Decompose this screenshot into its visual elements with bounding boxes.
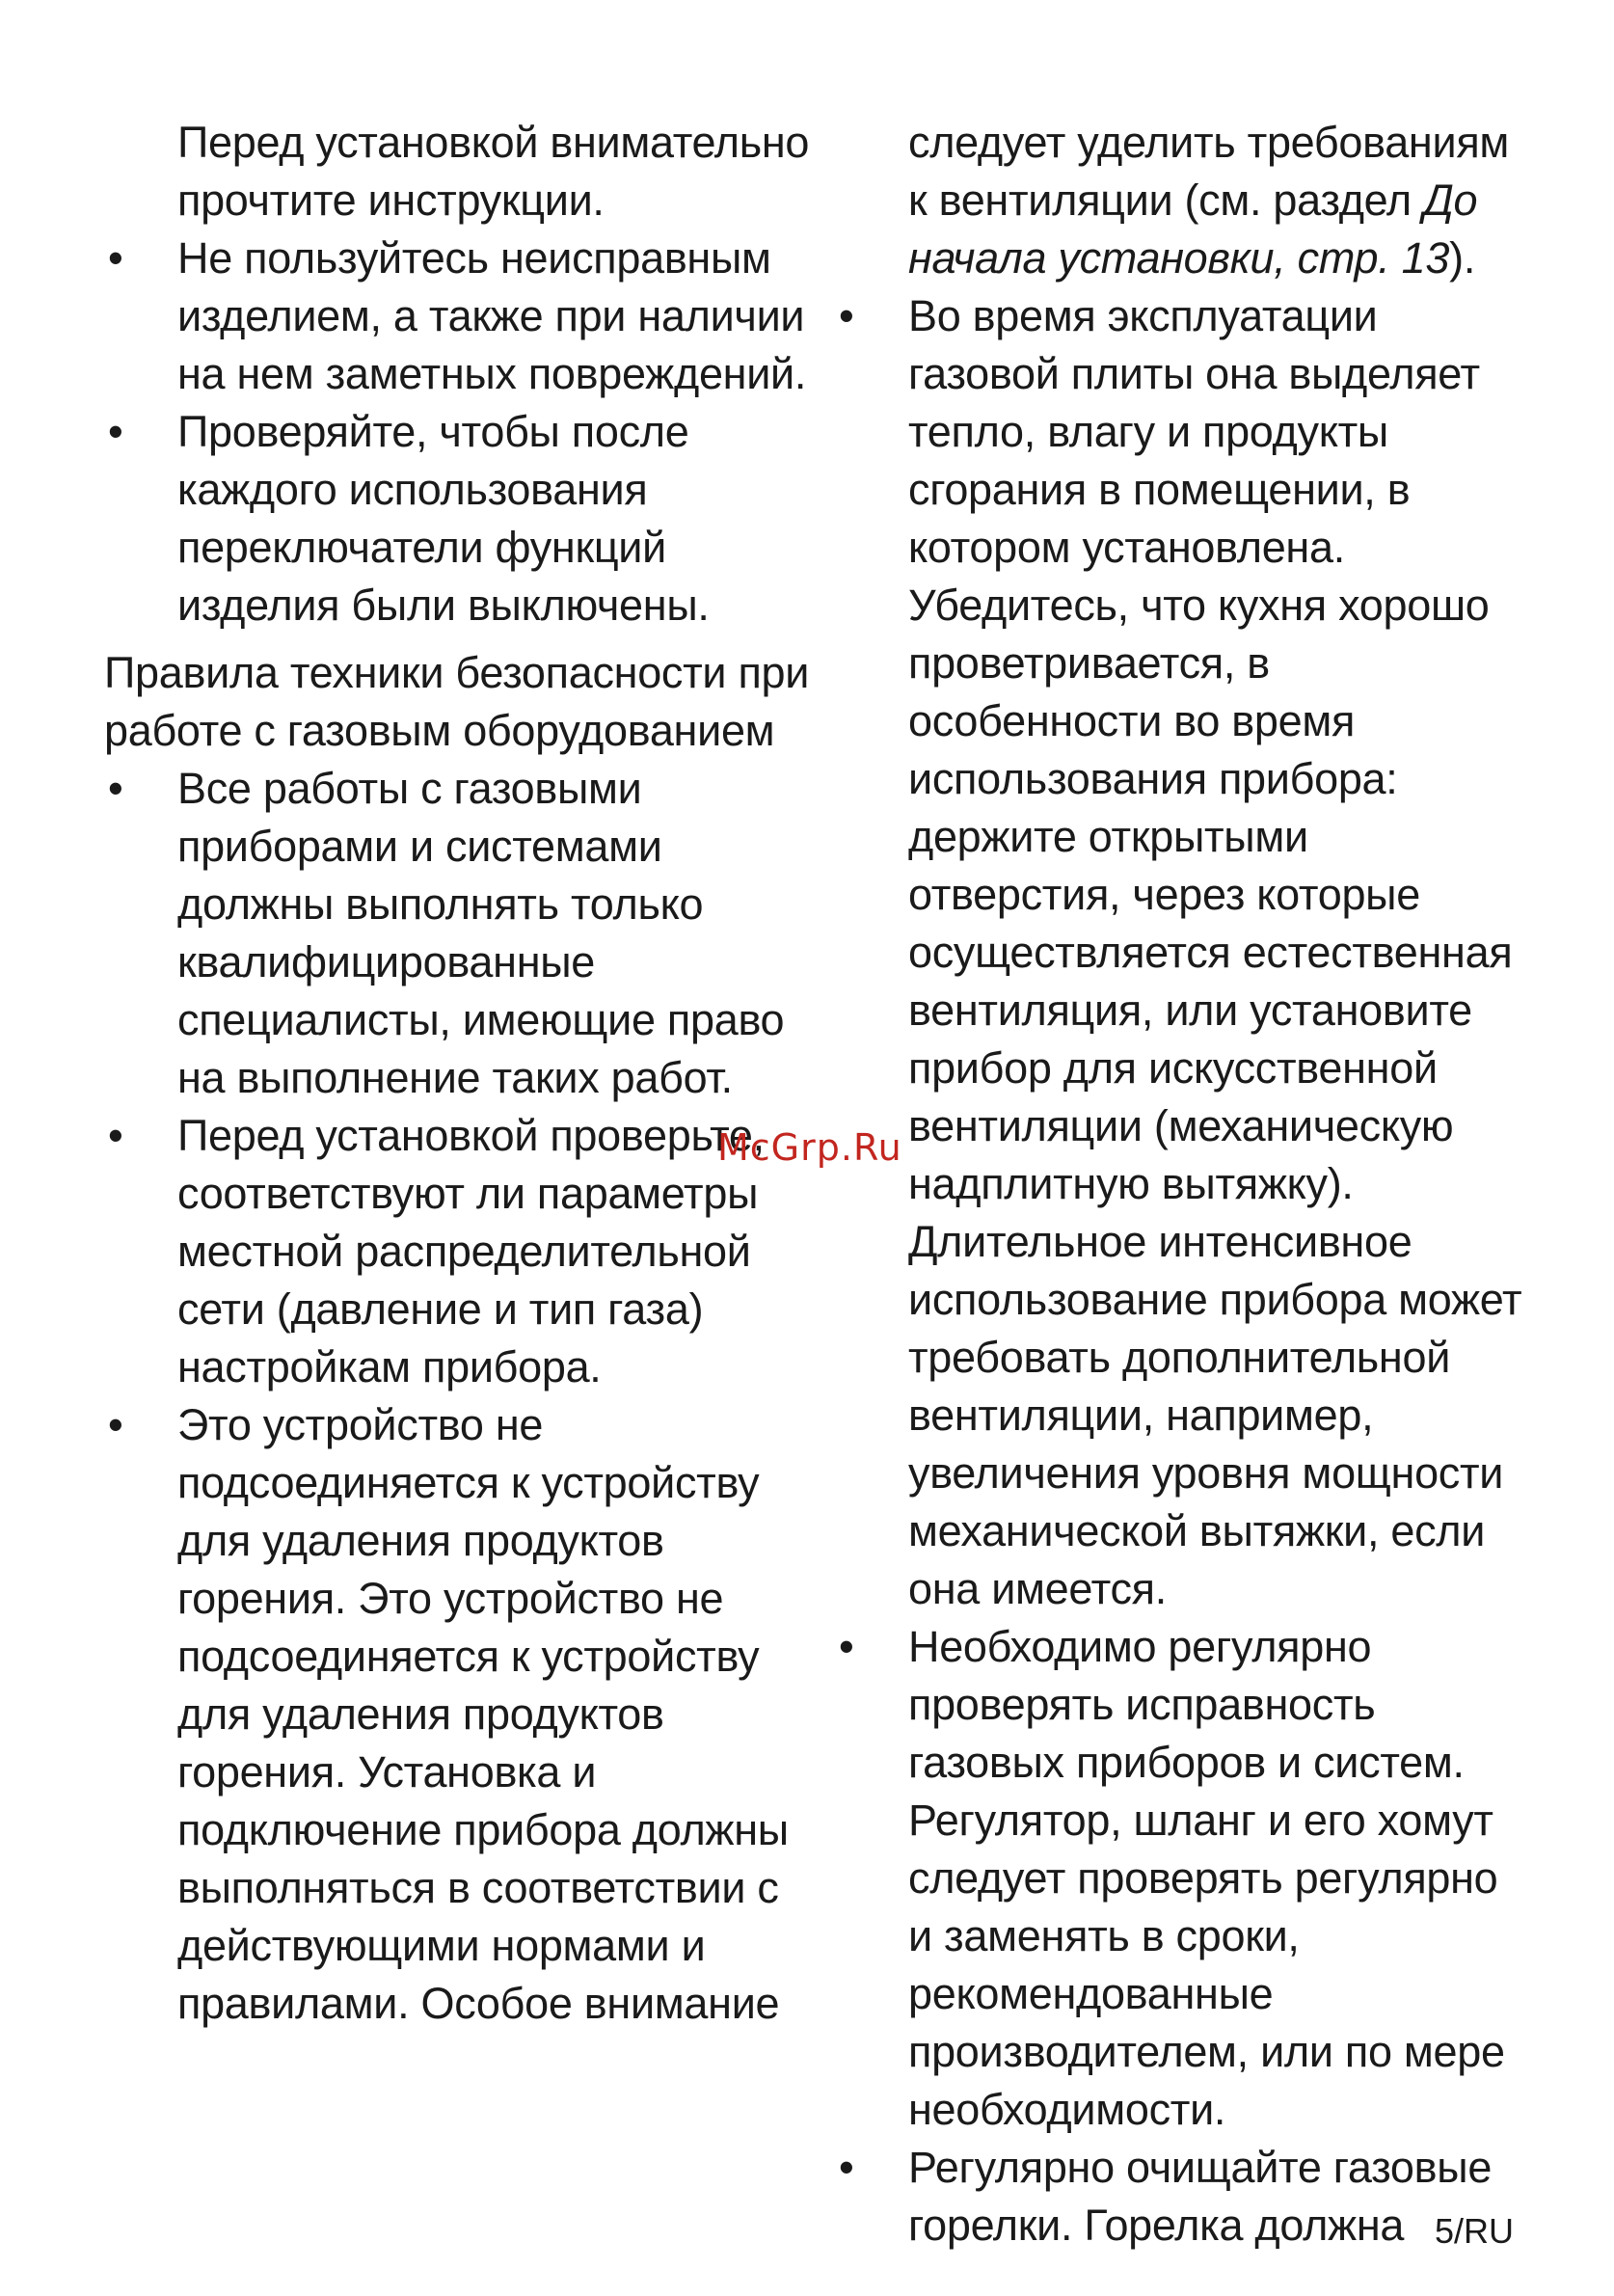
list-item-text: Проверяйте, чтобы после каждого использования переключатели функций изделия были выключены. bbox=[177, 407, 710, 630]
intro-paragraph: Перед установкой внимательно прочтите инструкции. bbox=[177, 118, 810, 225]
bullet-icon: • bbox=[839, 1622, 854, 1671]
list-item-text: Все работы с газовыми приборами и системами должны выполнять только квалифицированные специалисты, имеющие право на выполнение таких работ. bbox=[177, 764, 785, 1102]
continuation-text: следует уделить требованиям к вентиляции (см. раздел bbox=[908, 118, 1510, 225]
bullet-icon: • bbox=[839, 291, 854, 340]
bullet-icon: • bbox=[839, 2143, 854, 2192]
bullet-icon: • bbox=[108, 233, 123, 283]
watermark: McGrp.Ru bbox=[717, 1126, 902, 1169]
list-item bbox=[835, 1618, 1529, 2139]
list-item-text: Необходимо регулярно проверять исправность газовых приборов и систем. Регулятор, шланг и его хомут следует проверять регулярно и заменять в сроки, рекомендованные производителем, или по мере необходимости. bbox=[908, 1622, 1505, 2134]
bullet-list-ventilation bbox=[835, 287, 1529, 2255]
page-number: 5/RU bbox=[1434, 2211, 1514, 2251]
bullet-icon: • bbox=[108, 1111, 123, 1160]
section-heading: Правила техники безопасности при работе с газовым оборудованием bbox=[104, 648, 810, 755]
list-item bbox=[835, 2139, 1529, 2255]
continuation-paragraph bbox=[835, 114, 1529, 287]
bullet-icon: • bbox=[108, 1400, 123, 1449]
list-item bbox=[104, 1107, 818, 1396]
list-item bbox=[104, 403, 818, 635]
continuation-end: ). bbox=[1449, 233, 1476, 283]
list-item bbox=[104, 760, 818, 1107]
list-item-text: Регулярно очищайте газовые горелки. Горелка должна bbox=[908, 2143, 1493, 2250]
list-item-text: Не пользуйтесь неисправным изделием, а также при наличии на нем заметных повреждений. bbox=[177, 233, 807, 398]
bullet-list-gas bbox=[104, 760, 818, 2033]
left-column bbox=[104, 114, 818, 2033]
list-item bbox=[104, 230, 818, 403]
list-item bbox=[104, 1396, 818, 2033]
right-column bbox=[835, 114, 1529, 2255]
list-item bbox=[835, 287, 1529, 1618]
bullet-icon: • bbox=[108, 764, 123, 813]
bullet-icon: • bbox=[108, 407, 123, 456]
list-item-text: Во время эксплуатации газовой плиты она выделяет тепло, влагу и продукты сгорания в помещении, в котором установлена. Убедитесь, что кухня хорошо проветривается, в особенности во время использования прибора: держите открытыми отверстия, через которые осуществляется естественная вентиляция, или установите прибор для искусственной вентиляции (механическую надплитную вытяжку). Длительное интенсивное использование прибора может требовать дополнительной вентиляции, например, увеличения уровня мощности механической вытяжки, если она имеется. bbox=[908, 291, 1522, 1613]
bullet-list-general bbox=[104, 230, 818, 635]
section-reference-link: До начала установки, стр. 13 bbox=[908, 176, 1478, 283]
list-item-text: Перед установкой проверьте, соответствуют ли параметры местной распределительной сети (давление и тип газа) настройкам прибора. bbox=[177, 1111, 765, 1391]
list-item-text: Это устройство не подсоединяется к устройству для удаления продуктов горения. Это устройство не подсоединяется к устройству для удаления продуктов горения. Установка и подключение прибора должны выполняться в соответствии с действующими нормами и правилами. Особое внимание bbox=[177, 1400, 789, 2028]
